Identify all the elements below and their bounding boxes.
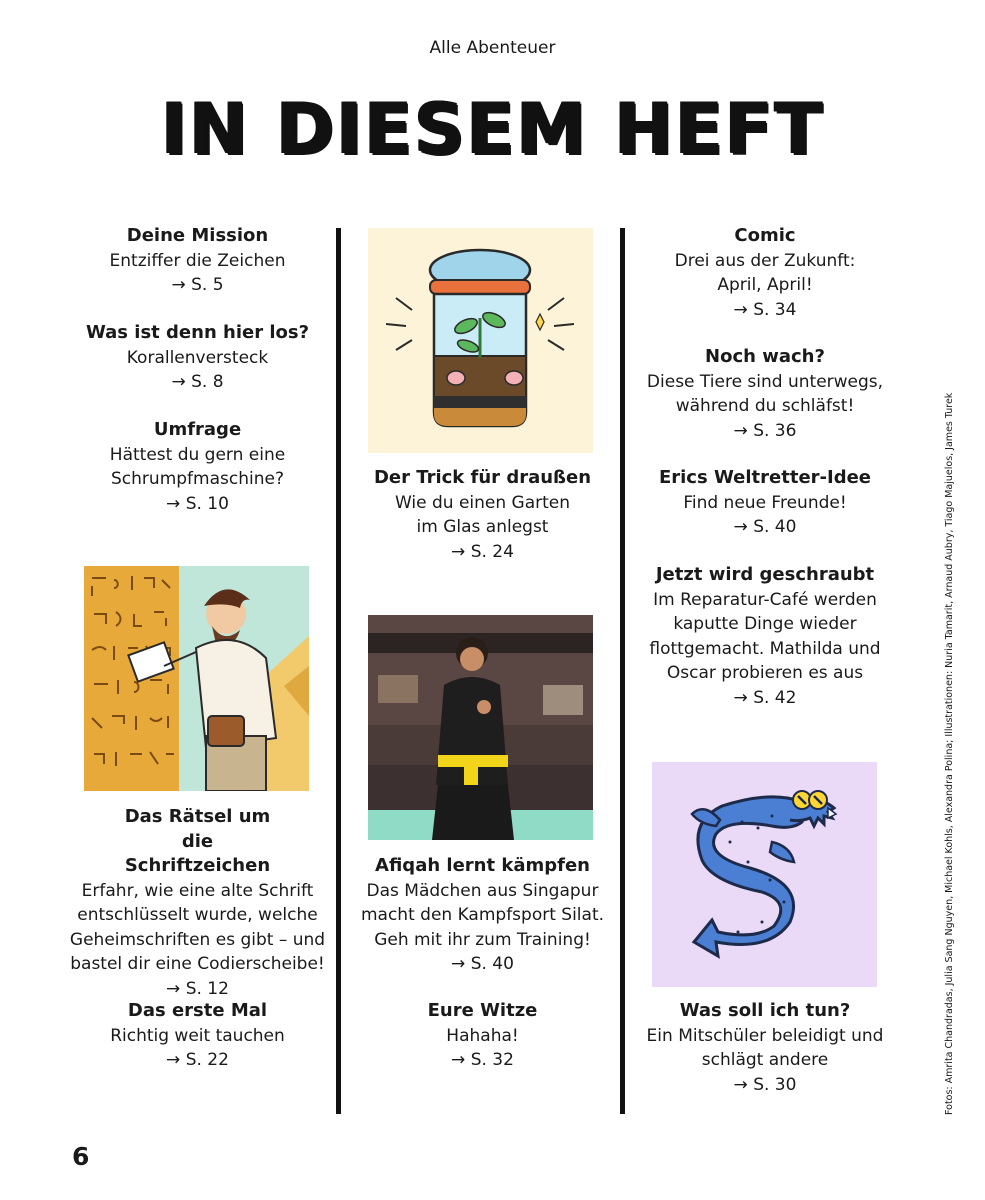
toc-entry-noch-wach[interactable]: [640, 345, 890, 443]
entry-page: → S. 34: [733, 299, 797, 320]
toc-entry-was-ist-denn-hier-los[interactable]: [65, 321, 330, 395]
toc-entry-was-soll-ich-tun[interactable]: [640, 999, 890, 1097]
entry-description: Im Reparatur-Café werden: [653, 589, 877, 610]
entry-description: Schrumpfmaschine?: [111, 469, 284, 489]
toc-entry-jetzt-wird-geschraubt[interactable]: [640, 563, 890, 710]
entry-description: Diese Tiere sind unterwegs,: [646, 371, 884, 392]
entry-description: während du schläfst!: [675, 396, 855, 416]
entry-heading: Noch wach?: [705, 346, 825, 367]
entry-description: flottgemacht. Mathilda und: [649, 638, 881, 659]
entry-description: Ein Mitschüler beleidigt und: [646, 1025, 884, 1046]
entry-heading: Comic: [734, 225, 796, 246]
toc-entry-das-erste-mal[interactable]: [65, 999, 330, 1073]
entry-description: Geheimschriften es gibt – und: [69, 929, 326, 950]
toc-entry-comic[interactable]: [640, 224, 890, 322]
toc-entry-trick-fuer-draussen[interactable]: [350, 466, 615, 564]
entry-description: entschlüsselt wurde, welche: [77, 905, 318, 925]
entry-heading: Eure Witze: [427, 1000, 538, 1021]
entry-description: Hahaha!: [446, 1025, 519, 1046]
entry-page: → S. 42: [733, 687, 797, 708]
entry-heading: Was soll ich tun?: [679, 1000, 851, 1021]
toc-entry-raetsel-schriftzeichen[interactable]: [65, 805, 330, 1001]
entry-page: → S. 22: [166, 1050, 229, 1070]
terrarium-jar-illustration: [368, 228, 593, 453]
entry-page: → S. 30: [733, 1074, 797, 1095]
girl-martial-arts-photo: [368, 615, 593, 840]
entry-description: schlägt andere: [701, 1050, 829, 1070]
entry-heading: Deine Mission: [126, 225, 269, 246]
toc-entry-deine-mission[interactable]: [65, 224, 330, 298]
entry-description: Hättest du gern eine: [109, 444, 286, 465]
entry-description: Entziffer die Zeichen: [109, 250, 286, 271]
toc-entry-erics-weltretter-idee[interactable]: [640, 466, 890, 540]
entry-page: → S. 32: [451, 1050, 514, 1070]
entry-heading: Jetzt wird geschraubt: [655, 564, 875, 585]
kicker: Alle Abenteuer: [429, 38, 556, 58]
entry-description: Find neue Freunde!: [683, 492, 847, 513]
entry-description: Erfahr, wie eine alte Schrift: [81, 880, 314, 901]
entry-description: macht den Kampfsport Silat.: [360, 905, 605, 925]
entry-page: → S. 36: [733, 420, 797, 441]
page-number: 6: [72, 1142, 90, 1171]
entry-description: April, April!: [717, 275, 813, 295]
entry-heading: Das Rätsel um die Schriftzeichen: [124, 806, 271, 876]
entry-description: Richtig weit tauchen: [110, 1025, 285, 1046]
entry-description: Geh mit ihr zum Training!: [374, 929, 591, 950]
entry-page: → S. 8: [171, 372, 224, 392]
blue-fish-illustration: [652, 762, 877, 987]
column-divider-left: [336, 228, 341, 1114]
entry-page: → S. 5: [171, 275, 224, 295]
entry-heading: Umfrage: [153, 419, 242, 440]
entry-page: → S. 12: [166, 978, 229, 999]
entry-description: Wie du einen Garten: [394, 492, 571, 513]
toc-entry-eure-witze[interactable]: [350, 999, 615, 1073]
entry-heading: Das erste Mal: [127, 1000, 268, 1021]
entry-description: Drei aus der Zukunft:: [674, 250, 856, 271]
entry-description: im Glas anlegst: [416, 517, 549, 537]
toc-entry-afiqah-lernt-kaempfen[interactable]: [350, 854, 615, 977]
page-title: IN DIESEM HEFT: [160, 88, 825, 170]
column-divider-right: [620, 228, 625, 1114]
entry-page: → S. 40: [451, 954, 514, 974]
toc-entry-umfrage[interactable]: [65, 418, 330, 516]
entry-description: bastel dir eine Codierscheibe!: [70, 954, 325, 974]
entry-page: → S. 40: [733, 517, 797, 537]
explorer-hieroglyphs-illustration: [84, 566, 309, 791]
photo-credits: Fotos: Amrita Chandradas, Julia Sang Nguyen, Michael Kohls, Alexandra Polina; Illustrationen: Nuria Tamarit, Arnaud Aubry, Tiago Majuelos, James Turek: [944, 392, 955, 1115]
entry-heading: Was ist denn hier los?: [85, 322, 310, 343]
entry-heading: Der Trick für draußen: [373, 467, 592, 488]
entry-heading: Afiqah lernt kämpfen: [375, 855, 590, 876]
entry-description: kaputte Dinge wieder: [673, 614, 857, 634]
entry-page: → S. 10: [166, 493, 229, 514]
entry-heading: Erics Weltretter-Idee: [658, 467, 872, 488]
entry-page: → S. 24: [451, 541, 514, 562]
entry-description: Das Mädchen aus Singapur: [366, 880, 599, 901]
entry-description: Korallenversteck: [126, 347, 269, 368]
entry-description: Oscar probieren es aus: [666, 663, 864, 683]
